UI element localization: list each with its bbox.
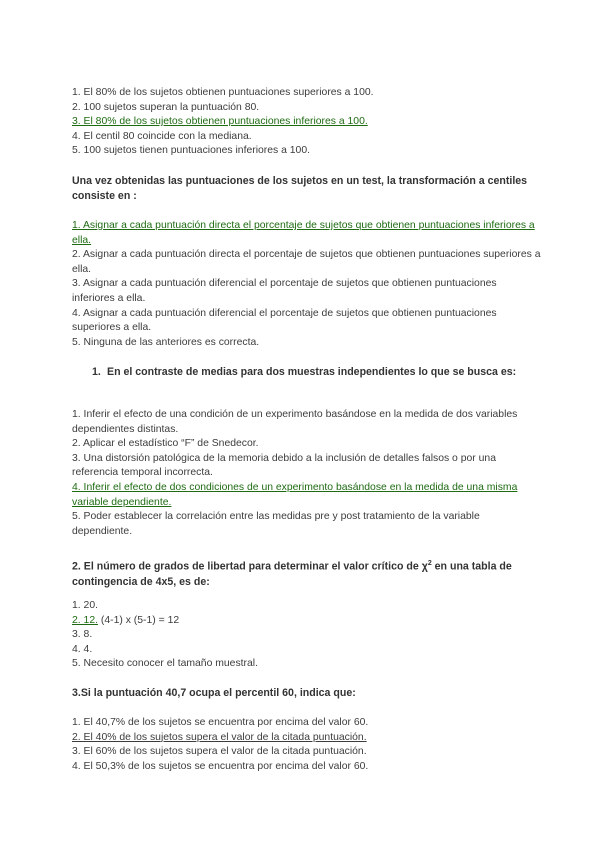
answer-option: 5. 100 sujetos tienen puntuaciones inferiores a 100.	[72, 145, 310, 157]
superscript: 2	[427, 560, 432, 567]
answer-list-1	[72, 86, 542, 159]
question-text-pre: 2. El número de grados de libertad para determinar el valor crítico de χ	[72, 560, 428, 573]
answer-list-q1	[72, 408, 542, 539]
answer-option: 1. El 40,7% de los sujetos se encuentra por encima del valor 60.	[72, 717, 369, 728]
question-1	[92, 365, 522, 380]
calculation-note: (4-1) x (5-1) = 12	[98, 614, 180, 626]
answer-option-underlined: 2. El 40% de los sujetos supera el valor de la citada puntuación.	[72, 731, 367, 743]
answer-option: 3. Una distorsión patológica de la memoria debido a la inclusión de detalles falsos o por una referencia temporal incorrecta.	[72, 452, 496, 479]
question-2	[72, 556, 542, 590]
answer-option: 5. Ninguna de las anteriores es correcta.	[72, 336, 260, 348]
answer-option-correct: 3. El 80% de los sujetos obtienen puntuaciones inferiores a 100.	[72, 116, 368, 128]
answer-option: 3. El 60% de los sujetos supera el valor de la citada puntuación.	[72, 746, 367, 758]
answer-option: 5. Poder establecer la correlación entre las medidas pre y post tratamiento de la variable dependiente.	[72, 511, 480, 537]
answer-option: 4. El centil 80 coincide con la mediana.	[72, 130, 252, 142]
answer-list-centiles	[72, 219, 542, 350]
question-text: En el contraste de medias para dos muestras independientes lo que se busca es:	[107, 366, 517, 378]
answer-option: 4. Asignar a cada puntuación diferencial el porcentaje de sujetos que obtienen puntuaciones superiores a ella.	[72, 307, 497, 334]
question-3: 3.Si la puntuación 40,7 ocupa el percentil 60, indica que:	[72, 687, 356, 699]
answer-option: 4. 4.	[72, 643, 93, 655]
answer-option: 3. 8.	[72, 629, 93, 641]
answer-option-correct: 2. 12.	[72, 614, 98, 626]
answer-option: 1. El 80% de los sujetos obtienen puntuaciones superiores a 100.	[72, 87, 374, 98]
answer-option: 1. Inferir el efecto de una condición de un experimento basándose en la medida de dos variables dependientes distintas.	[72, 409, 518, 435]
answer-option: 4. El 50,3% de los sujetos se encuentra por encima del valor 60.	[72, 760, 369, 772]
answer-option-correct-row	[72, 614, 542, 629]
answer-option-correct: 1. Asignar a cada puntuación directa el porcentaje de sujetos que obtienen puntuaciones inferiores a ella.	[72, 220, 535, 246]
answer-option: 3. Asignar a cada puntuación diferencial el porcentaje de sujetos que obtienen puntuaciones inferiores a ella.	[72, 278, 497, 304]
answer-list-q2	[72, 599, 542, 672]
answer-option: 2. Asignar a cada puntuación directa el porcentaje de sujetos que obtienen puntuaciones superiores a ella.	[72, 249, 541, 275]
question-centiles: Una vez obtenidas las puntuaciones de los sujetos en un test, la transformación a centiles consiste en :	[72, 175, 528, 202]
answer-option: 2. 100 sujetos superan la puntuación 80.	[72, 101, 260, 113]
answer-option-correct: 4. Inferir el efecto de dos condiciones de un experimento basándose en la medida de una misma variable dependiente.	[72, 481, 518, 508]
answer-option: 5. Necesito conocer el tamaño muestral.	[72, 658, 258, 670]
question-number: 1.	[92, 366, 101, 378]
answer-option: 2. Aplicar el estadístico “F” de Snedecor.	[72, 438, 259, 450]
question-text-post: en una tabla de contingencia de 4x5, es de:	[72, 560, 512, 588]
answer-option: 1. 20.	[72, 600, 98, 611]
answer-list-q3	[72, 716, 542, 774]
